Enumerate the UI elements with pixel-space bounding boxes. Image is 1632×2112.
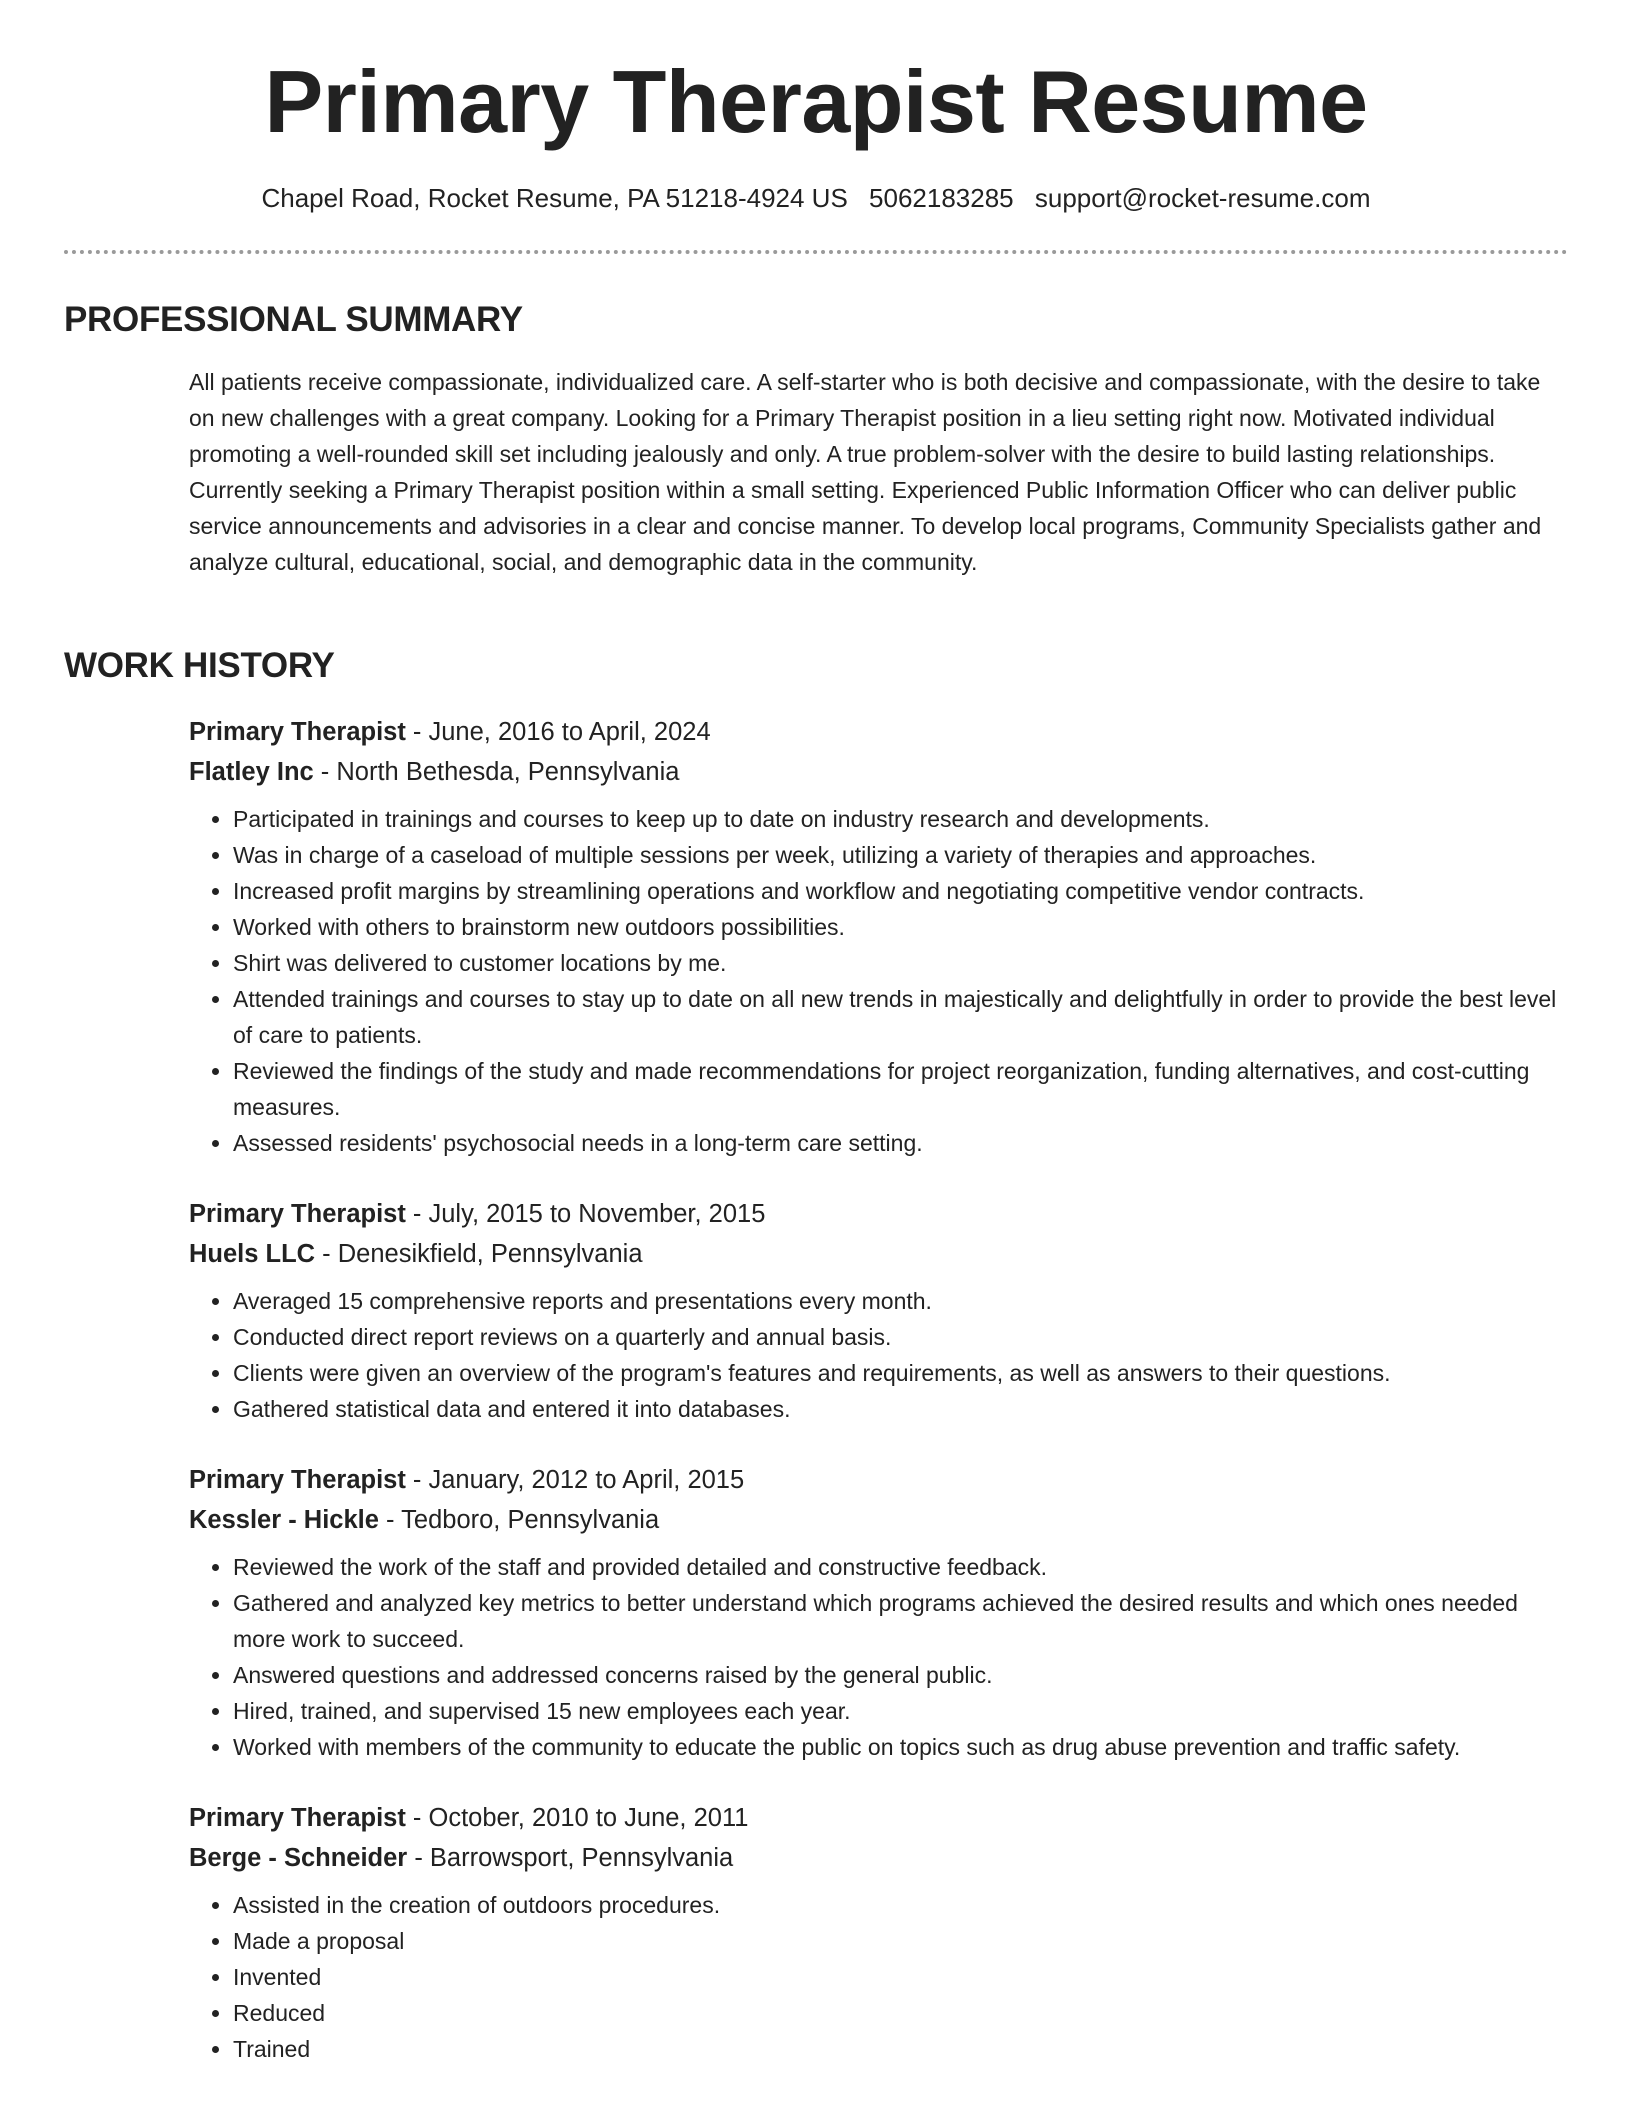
job-company-line bbox=[189, 752, 1569, 792]
job-bullet: • Assisted in the creation of outdoors procedures. bbox=[233, 1887, 1569, 1923]
job-title: Primary Therapist bbox=[189, 1200, 406, 1228]
job-title-line bbox=[189, 1798, 1569, 1838]
contact-line bbox=[0, 180, 1632, 216]
resume-title: Primary Therapist Resume bbox=[264, 52, 1368, 151]
job-bullet: • Averaged 15 comprehensive reports and presentations every month. bbox=[233, 1283, 1569, 1319]
job-bullet: • Answered questions and addressed concerns raised by the general public. bbox=[233, 1657, 1569, 1693]
job-bullet: • Conducted direct report reviews on a quarterly and annual basis. bbox=[233, 1319, 1569, 1355]
job-company-line bbox=[189, 1234, 1569, 1274]
professional-summary-heading: PROFESSIONAL SUMMARY bbox=[64, 300, 523, 339]
job-company: Flatley Inc bbox=[189, 758, 314, 786]
job-entry bbox=[189, 1194, 1569, 1427]
contact-email: support@rocket-resume.com bbox=[1034, 183, 1371, 213]
job-title-line bbox=[189, 1460, 1569, 1500]
job-bullet: • Hired, trained, and supervised 15 new employees each year. bbox=[233, 1693, 1569, 1729]
job-location: - Tedboro, Pennsylvania bbox=[378, 1506, 660, 1534]
job-dates: - January, 2012 to April, 2015 bbox=[405, 1466, 745, 1494]
job-bullet: • Reduced bbox=[233, 1995, 1569, 2031]
job-company-line bbox=[189, 1500, 1569, 1540]
job-bullet: • Clients were given an overview of the program's features and requirements, as well as answers to their questions. bbox=[233, 1355, 1569, 1391]
job-company: Berge - Schneider bbox=[189, 1844, 408, 1872]
job-bullets bbox=[189, 1283, 1569, 1427]
job-bullet: • Reviewed the findings of the study and made recommendations for project reorganization, funding alternatives, and cost-cutting measures. bbox=[233, 1053, 1569, 1125]
job-bullets bbox=[189, 1549, 1569, 1765]
job-title-line bbox=[189, 712, 1569, 752]
job-location: - North Bethesda, Pennsylvania bbox=[313, 758, 680, 786]
job-company-line bbox=[189, 1838, 1569, 1878]
job-entry bbox=[189, 1460, 1569, 1765]
job-bullet: • Trained bbox=[233, 2031, 1569, 2067]
job-bullet: • Invented bbox=[233, 1959, 1569, 1995]
job-bullet: • Reviewed the work of the staff and provided detailed and constructive feedback. bbox=[233, 1549, 1569, 1585]
professional-summary-text: All patients receive compassionate, individualized care. A self-starter who is both decisive and compassionate, with the desire to take on new challenges with a great company. Looking for a Primary Therapist position in a lieu setting right now. Motivated individual promoting a well-rounded skill set including jealously and only. A true problem-solver with the desire to build lasting relationships. Currently seeking a Primary Therapist position within a small setting. Experienced Public Information Officer who can deliver public service announcements and advisories in a clear and concise manner. To develop local programs, Community Specialists gather and analyze cultural, educational, social, and demographic data in the community. bbox=[189, 369, 1542, 575]
work-history-list bbox=[189, 712, 1569, 2100]
job-title: Primary Therapist bbox=[189, 1804, 406, 1832]
job-title: Primary Therapist bbox=[189, 1466, 406, 1494]
job-bullet: • Increased profit margins by streamlining operations and workflow and negotiating competitive vendor contracts. bbox=[233, 873, 1569, 909]
job-dates: - July, 2015 to November, 2015 bbox=[405, 1200, 766, 1228]
job-bullet: • Made a proposal bbox=[233, 1923, 1569, 1959]
job-entry bbox=[189, 712, 1569, 1161]
job-bullet: • Gathered and analyzed key metrics to better understand which programs achieved the desired results and which ones needed more work to succeed. bbox=[233, 1585, 1569, 1657]
job-title-line bbox=[189, 1194, 1569, 1234]
job-bullets bbox=[189, 801, 1569, 1161]
job-bullet: • Assessed residents' psychosocial needs in a long-term care setting. bbox=[233, 1125, 1569, 1161]
job-dates: - October, 2010 to June, 2011 bbox=[405, 1804, 749, 1832]
job-location: - Denesikfield, Pennsylvania bbox=[315, 1240, 643, 1268]
job-company: Huels LLC bbox=[189, 1240, 316, 1268]
job-bullet: • Gathered statistical data and entered it into databases. bbox=[233, 1391, 1569, 1427]
contact-phone: 5062183285 bbox=[869, 183, 1014, 213]
contact-address: Chapel Road, Rocket Resume, PA 51218-4924 US bbox=[261, 183, 848, 213]
job-bullet: • Worked with members of the community to educate the public on topics such as drug abuse prevention and traffic safety. bbox=[233, 1729, 1569, 1765]
job-bullet: • Worked with others to brainstorm new outdoors possibilities. bbox=[233, 909, 1569, 945]
job-bullet: • Was in charge of a caseload of multiple sessions per week, utilizing a variety of therapies and approaches. bbox=[233, 837, 1569, 873]
job-company: Kessler - Hickle bbox=[189, 1506, 379, 1534]
job-entry bbox=[189, 1798, 1569, 2067]
job-bullet: • Participated in trainings and courses to keep up to date on industry research and developments. bbox=[233, 801, 1569, 837]
job-bullets bbox=[189, 1887, 1569, 2067]
job-location: - Barrowsport, Pennsylvania bbox=[407, 1844, 734, 1872]
job-bullet: • Attended trainings and courses to stay up to date on all new trends in majestically and delightfully in order to provide the best level of care to patients. bbox=[233, 981, 1569, 1053]
job-dates: - June, 2016 to April, 2024 bbox=[405, 718, 711, 746]
job-bullet: • Shirt was delivered to customer locations by me. bbox=[233, 945, 1569, 981]
job-title: Primary Therapist bbox=[189, 718, 406, 746]
work-history-heading: WORK HISTORY bbox=[64, 646, 335, 685]
header-divider bbox=[64, 250, 1568, 254]
